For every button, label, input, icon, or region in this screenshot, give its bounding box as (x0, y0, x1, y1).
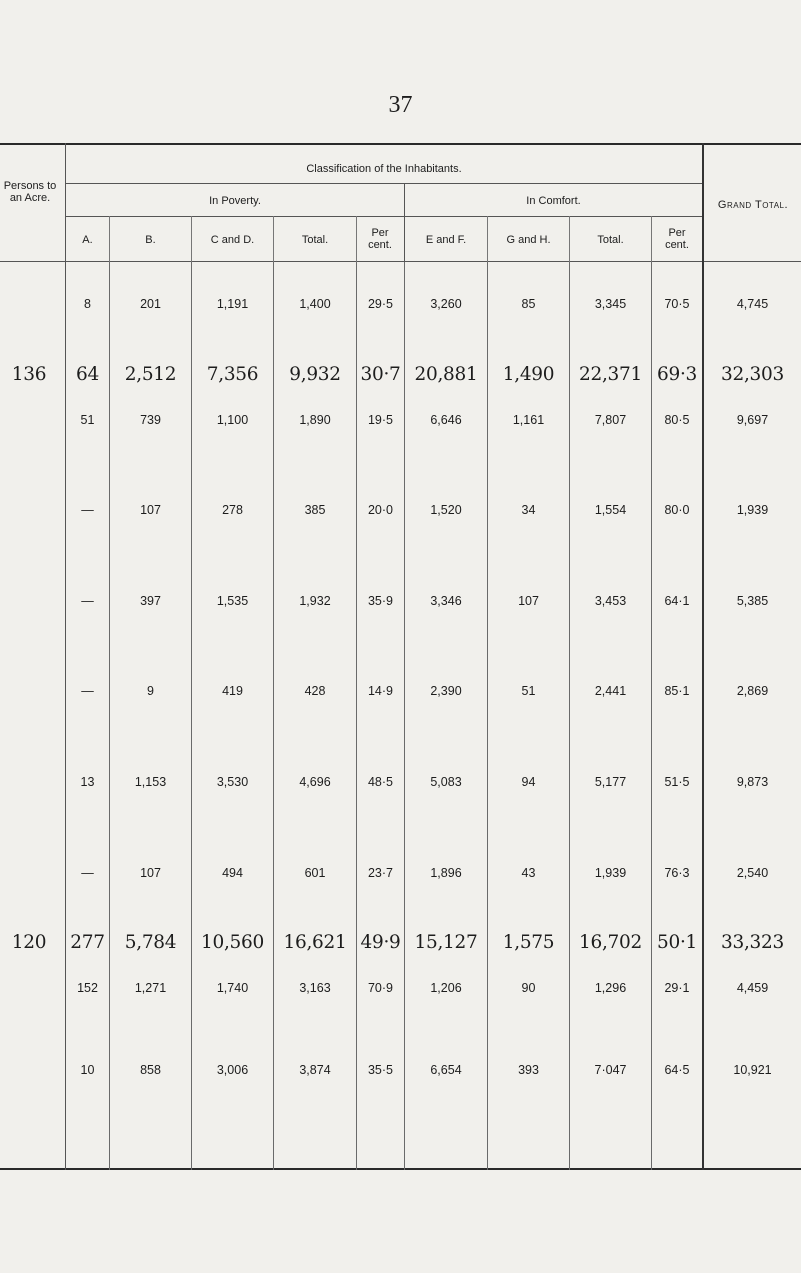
cell-a: 8 (84, 297, 91, 311)
col-header-pct-poverty: Per cent. (368, 227, 392, 251)
cell-b: 201 (140, 297, 161, 311)
cell-a: — (81, 866, 94, 880)
cell-pct-poverty: 14·9 (367, 684, 394, 698)
cell-a: 277 (70, 932, 105, 953)
cell-b: 1,153 (134, 775, 167, 789)
cell-pct-comfort: 80·0 (664, 503, 690, 517)
col-header-pct-comfort: Per cent. (665, 227, 689, 251)
cell-pct-poverty: 20·0 (367, 503, 394, 517)
cell-pct-comfort: 76·3 (664, 866, 690, 880)
cell-b: 9 (147, 684, 154, 698)
cell-cd: 3,006 (216, 1063, 249, 1077)
cell-total-poverty: 385 (304, 503, 326, 517)
cell-ef: 3,260 (430, 297, 462, 311)
cell-gh: 34 (521, 503, 536, 517)
cell-total-comfort: 3,453 (594, 594, 627, 608)
cell-total-poverty: 4,696 (299, 775, 331, 789)
cell-a: — (81, 503, 94, 517)
cell-total-comfort: 22,371 (579, 364, 642, 385)
cell-a: 51 (80, 413, 95, 427)
cell-pct-poverty: 48·5 (367, 775, 394, 789)
cell-pct-poverty: 35·5 (367, 1063, 394, 1077)
cell-total-comfort: 5,177 (594, 775, 627, 789)
cell-grand-total: 9,697 (736, 413, 769, 427)
cell-b: 739 (140, 413, 161, 427)
col-header-ef: E and F. (425, 234, 467, 246)
persons-cell: 120 (11, 932, 47, 953)
cell-gh: 1,161 (512, 413, 545, 427)
cell-ef: 6,654 (430, 1063, 462, 1077)
col-header-cd: C and D. (210, 234, 255, 246)
col-header-total-poverty: Total. (301, 234, 329, 246)
cell-grand-total: 33,323 (721, 932, 784, 953)
cell-total-comfort: 2,441 (594, 684, 627, 698)
cell-grand-total: 32,303 (721, 364, 784, 385)
cell-a: 64 (76, 364, 99, 385)
cell-pct-poverty: 35·9 (367, 594, 394, 608)
header-bottom-rule (0, 261, 801, 262)
cell-pct-poverty: 70·9 (367, 981, 394, 995)
classification-header: Classification of the Inhabitants. (306, 163, 462, 175)
cell-ef: 15,127 (414, 932, 478, 953)
cell-gh: 43 (521, 866, 536, 880)
cell-gh: 90 (521, 981, 536, 995)
cell-ef: 1,896 (430, 866, 462, 880)
cell-a: 152 (77, 981, 98, 995)
cell-pct-poverty: 49·9 (360, 932, 401, 953)
cell-cd: 494 (222, 866, 243, 880)
cell-gh: 393 (518, 1063, 539, 1077)
body-divider-b (109, 262, 110, 1170)
cell-total-comfort: 7,807 (594, 413, 627, 427)
cell-pct-poverty: 19·5 (367, 413, 394, 427)
cell-gh: 107 (518, 594, 539, 608)
cell-gh: 1,490 (502, 364, 555, 385)
cell-pct-comfort: 70·5 (664, 297, 690, 311)
cell-total-poverty: 9,932 (289, 364, 341, 385)
cell-total-poverty: 1,400 (299, 297, 331, 311)
cell-pct-comfort: 85·1 (664, 684, 690, 698)
body-divider-ef (404, 262, 405, 1170)
cell-pct-poverty: 23·7 (367, 866, 394, 880)
body-divider-pct2 (651, 262, 652, 1170)
cell-grand-total: 1,939 (736, 503, 769, 517)
cell-ef: 5,083 (430, 775, 462, 789)
header-divider-pct2 (651, 216, 652, 262)
body-divider-gh (487, 262, 488, 1170)
cell-ef: 3,346 (430, 594, 462, 608)
cell-a: 13 (80, 775, 95, 789)
cell-b: 397 (140, 594, 161, 608)
header-divider-pct1 (356, 216, 357, 262)
body-divider-cd (191, 262, 192, 1170)
cell-cd: 278 (222, 503, 243, 517)
cell-total-comfort: 7·047 (594, 1063, 627, 1077)
cell-total-poverty: 16,621 (283, 932, 347, 953)
cell-cd: 1,740 (216, 981, 249, 995)
cell-total-poverty: 428 (304, 684, 326, 698)
persons-to-acre-header: Persons to an Acre. (3, 180, 57, 204)
cell-pct-comfort: 64·5 (664, 1063, 690, 1077)
cell-grand-total: 10,921 (733, 1063, 772, 1077)
cell-ef: 1,520 (430, 503, 462, 517)
col-header-total-comfort: Total. (597, 234, 624, 246)
body-divider-pct1 (356, 262, 357, 1170)
cell-total-comfort: 1,554 (594, 503, 627, 517)
cell-a: — (81, 684, 94, 698)
cell-ef: 20,881 (414, 364, 478, 385)
cell-cd: 1,100 (216, 413, 249, 427)
cell-grand-total: 4,745 (736, 297, 769, 311)
cell-grand-total: 4,459 (736, 981, 769, 995)
grand-total-header: Grand Total. (717, 199, 789, 211)
cell-a: — (81, 594, 94, 608)
cell-pct-comfort: 50·1 (657, 932, 697, 953)
cell-b: 858 (140, 1063, 161, 1077)
body-divider-total2 (569, 262, 570, 1170)
cell-cd: 7,356 (206, 364, 259, 385)
cell-b: 5,784 (124, 932, 177, 953)
cell-pct-comfort: 29·1 (664, 981, 690, 995)
cell-total-poverty: 3,163 (299, 981, 331, 995)
cell-grand-total: 9,873 (736, 775, 769, 789)
cell-pct-poverty: 29·5 (367, 297, 394, 311)
cell-total-poverty: 1,890 (299, 413, 331, 427)
cell-pct-comfort: 80·5 (664, 413, 690, 427)
poverty-header: In Poverty. (209, 195, 261, 207)
col-header-a: A. (82, 234, 93, 246)
cell-cd: 419 (222, 684, 243, 698)
cell-total-comfort: 3,345 (594, 297, 627, 311)
cell-gh: 1,575 (502, 932, 555, 953)
cell-pct-comfort: 69·3 (657, 364, 697, 385)
cell-total-poverty: 3,874 (299, 1063, 331, 1077)
body-divider-total1 (273, 262, 274, 1170)
classification-underline (66, 183, 702, 184)
cell-gh: 85 (521, 297, 536, 311)
cell-pct-comfort: 64·1 (664, 594, 690, 608)
cell-grand-total: 2,869 (736, 684, 769, 698)
cell-a: 10 (80, 1063, 95, 1077)
cell-grand-total: 5,385 (736, 594, 769, 608)
persons-cell: 136 (11, 364, 47, 385)
cell-cd: 10,560 (201, 932, 264, 953)
comfort-header: In Comfort. (526, 195, 581, 207)
cell-ef: 6,646 (430, 413, 462, 427)
col-header-gh: G and H. (506, 234, 551, 246)
cell-pct-comfort: 51·5 (664, 775, 690, 789)
cell-total-poverty: 1,932 (299, 594, 331, 608)
cell-b: 107 (140, 866, 161, 880)
cell-ef: 2,390 (430, 684, 462, 698)
top-rule (0, 143, 801, 145)
col-header-b: B. (145, 234, 156, 246)
cell-cd: 1,535 (216, 594, 249, 608)
cell-b: 2,512 (124, 364, 177, 385)
cell-cd: 3,530 (216, 775, 249, 789)
page-number: 37 (388, 92, 413, 118)
cell-b: 107 (140, 503, 161, 517)
cell-total-comfort: 16,702 (579, 932, 642, 953)
cell-b: 1,271 (134, 981, 167, 995)
cell-cd: 1,191 (216, 297, 249, 311)
cell-gh: 51 (521, 684, 536, 698)
cell-total-poverty: 601 (304, 866, 326, 880)
cell-pct-poverty: 30·7 (360, 364, 401, 385)
poverty-comfort-underline (66, 216, 702, 217)
bottom-rule (0, 1168, 801, 1170)
cell-ef: 1,206 (430, 981, 462, 995)
cell-total-comfort: 1,296 (594, 981, 627, 995)
cell-grand-total: 2,540 (736, 866, 769, 880)
cell-gh: 94 (521, 775, 536, 789)
cell-total-comfort: 1,939 (594, 866, 627, 880)
